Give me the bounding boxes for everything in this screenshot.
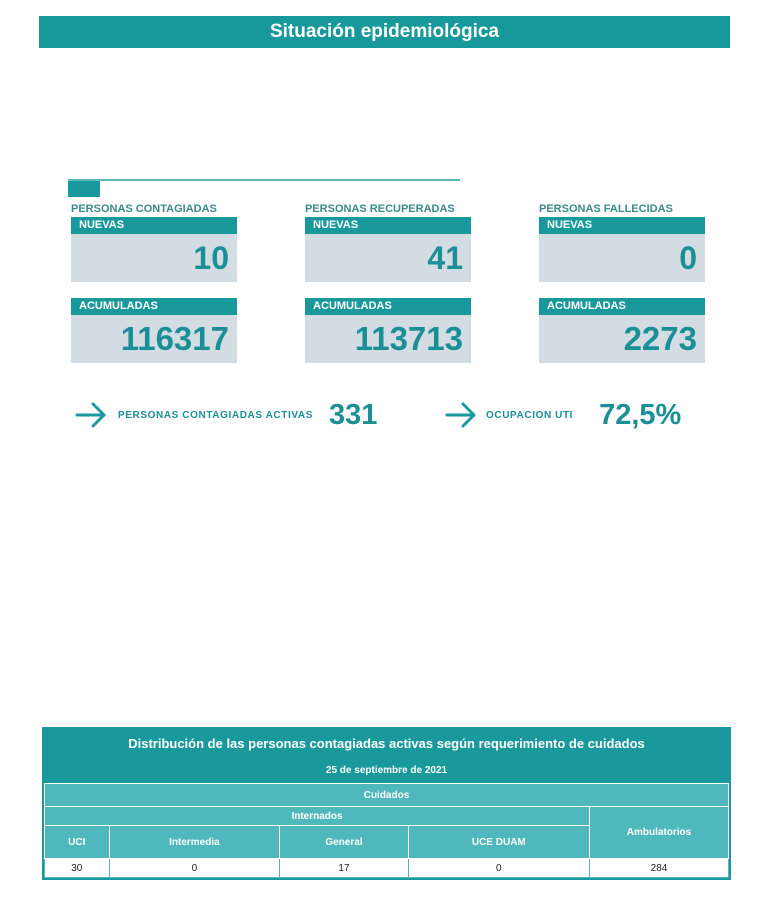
page-title: Situación epidemiológica xyxy=(39,16,730,48)
stat-recuperadas xyxy=(305,202,471,363)
uti-row xyxy=(444,398,681,432)
cell-uce-duam: 0 xyxy=(408,859,589,878)
section-accent xyxy=(68,181,100,197)
stat-title: PERSONAS FALLECIDAS xyxy=(539,203,673,215)
activas-value: 331 xyxy=(328,398,378,431)
nuevas-value: 10 xyxy=(71,234,237,282)
stat-fallecidas xyxy=(539,202,705,363)
col-header-general: General xyxy=(280,826,408,859)
stat-title: PERSONAS RECUPERADAS xyxy=(305,203,455,215)
table-title: Distribución de las personas contagiadas activas según requerimiento de cuidados xyxy=(44,729,729,759)
acumuladas-value: 2273 xyxy=(539,315,705,363)
arrow-right-icon xyxy=(74,398,108,432)
table-row xyxy=(45,859,729,878)
ambulatorios-header: Ambulatorios xyxy=(590,807,729,859)
acumuladas-label: ACUMULADAS xyxy=(71,298,237,315)
cell-intermedia: 0 xyxy=(109,859,280,878)
nuevas-value: 0 xyxy=(539,234,705,282)
acumuladas-label: ACUMULADAS xyxy=(305,298,471,315)
care-distribution-table xyxy=(42,727,731,880)
uti-label: OCUPACION UTI xyxy=(486,409,574,421)
cell-ambulatorios: 284 xyxy=(590,859,729,878)
acumuladas-value: 113713 xyxy=(305,315,471,363)
acumuladas-label: ACUMULADAS xyxy=(539,298,705,315)
internados-header: Internados xyxy=(45,807,590,826)
arrow-right-icon xyxy=(444,398,478,432)
col-header-intermedia: Intermedia xyxy=(109,826,280,859)
cell-uci: 30 xyxy=(45,859,110,878)
nuevas-value: 41 xyxy=(305,234,471,282)
table-date: 25 de septiembre de 2021 xyxy=(44,759,729,783)
activas-row xyxy=(74,398,377,432)
nuevas-label: NUEVAS xyxy=(71,217,237,234)
care-grid xyxy=(44,783,729,878)
cuidados-header: Cuidados xyxy=(45,784,729,807)
cell-general: 17 xyxy=(280,859,408,878)
acumuladas-value: 116317 xyxy=(71,315,237,363)
stat-title: PERSONAS CONTAGIADAS xyxy=(71,203,217,215)
nuevas-label: NUEVAS xyxy=(305,217,471,234)
activas-label: PERSONAS CONTAGIADAS ACTIVAS xyxy=(118,409,313,421)
nuevas-label: NUEVAS xyxy=(539,217,705,234)
stat-contagiadas xyxy=(71,202,237,363)
section-divider xyxy=(68,179,460,181)
col-header-uci: UCI xyxy=(45,826,110,859)
uti-value: 72,5% xyxy=(599,398,682,431)
col-header-uce-duam: UCE DUAM xyxy=(408,826,589,859)
